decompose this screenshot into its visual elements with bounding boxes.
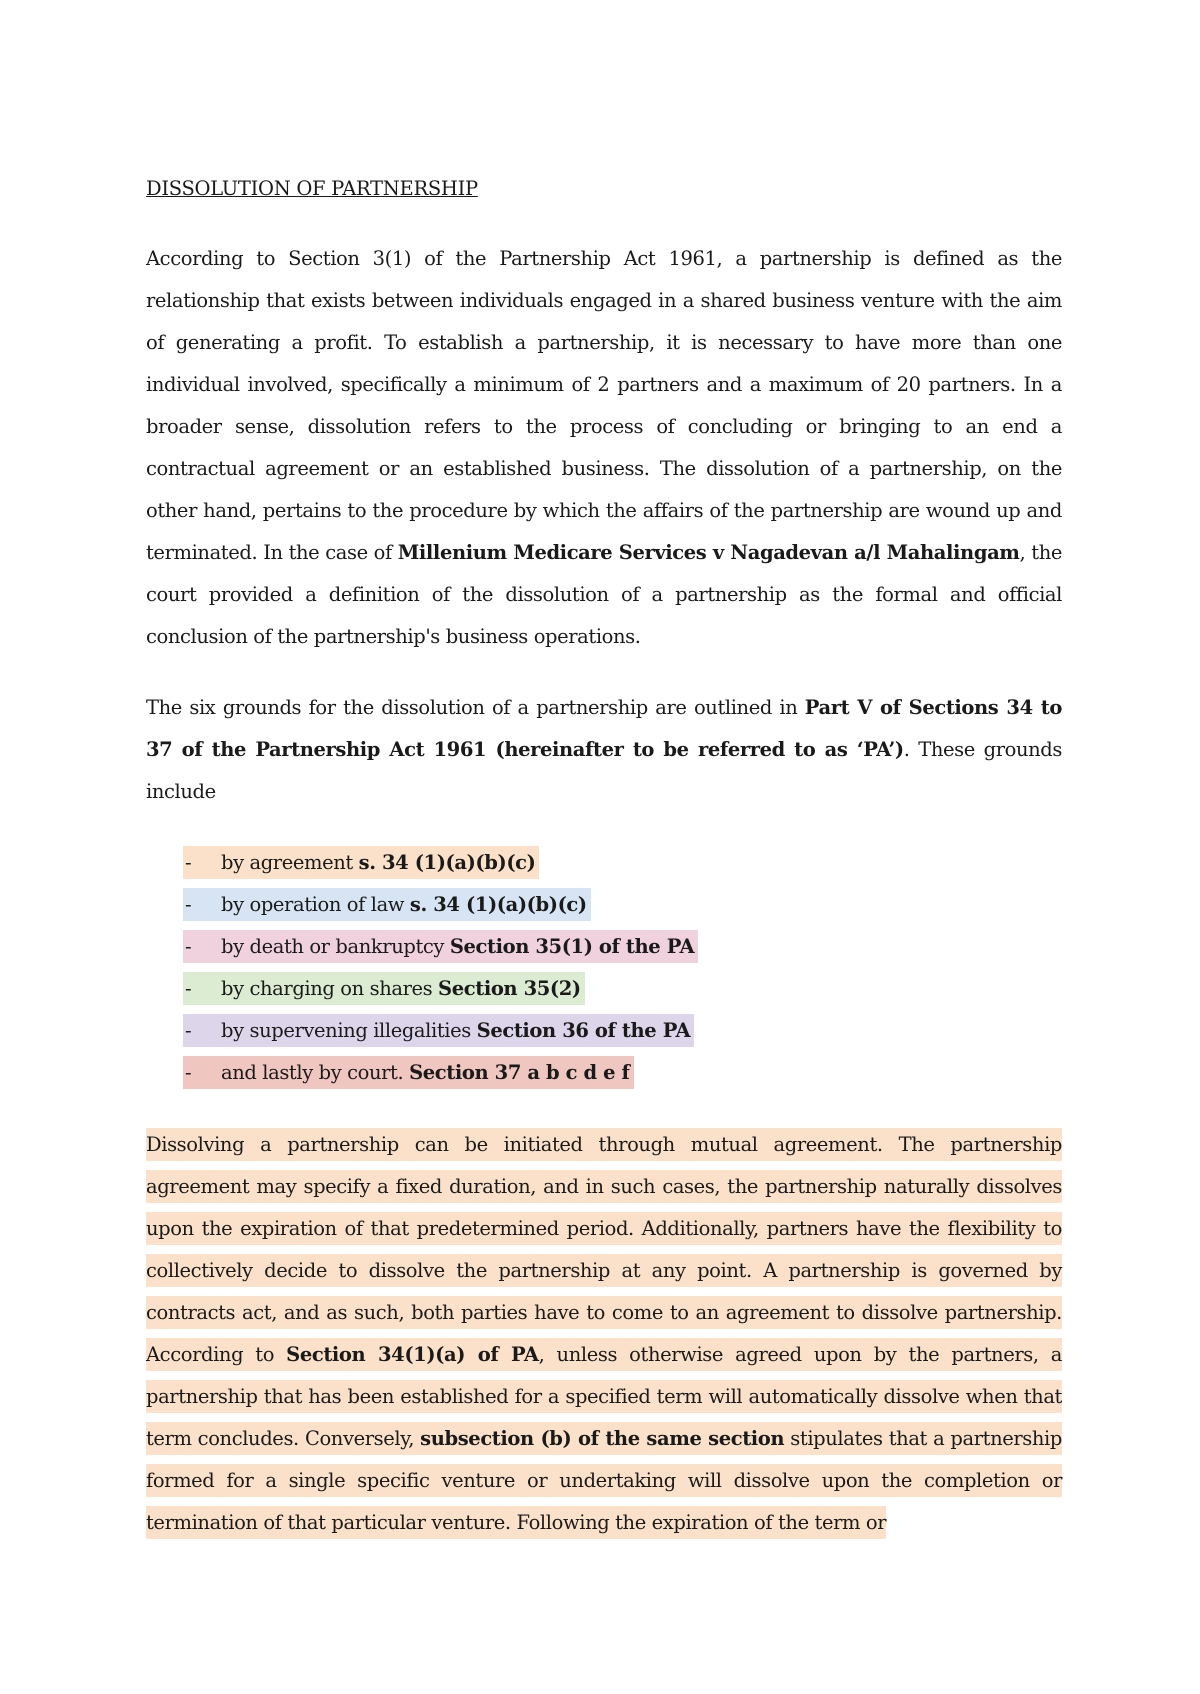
bullet-dash: - (185, 1061, 192, 1084)
ground-reference: s. 34 (1)(a)(b)(c) (358, 851, 536, 874)
bullet-dash: - (185, 977, 192, 1000)
grounds-intro-text-cont: . These grounds include (146, 738, 1062, 803)
ground-text: by agreement (221, 851, 359, 874)
ground-text: by death or bankruptcy (221, 935, 450, 958)
grounds-intro-text: The six grounds for the dissolution of a partnership are outlined in (146, 696, 805, 719)
agreement-text-cont: , unless otherwise agreed upon by the partners, a partnership that has been established for a specified term will automatically dissolve when that term concludes. Conversely, (146, 1343, 1062, 1450)
agreement-text-end: stipulates that a partnership formed for a single specific venture or undertaking will dissolve upon the completion or termination of that particular venture. Following the expiration of the term or (146, 1427, 1062, 1534)
statute-reference: Part V of Sections 34 to 37 of the Partnership Act 1961 (hereinafter to be referred to as ‘PA’) (146, 696, 1062, 761)
section-reference: Section 34(1)(a) of PA (286, 1343, 539, 1366)
ground-text: by charging on shares (221, 977, 439, 1000)
grounds-intro-paragraph (146, 687, 1062, 813)
bullet-dash: - (185, 851, 192, 874)
ground-highlight (183, 846, 539, 879)
ground-highlight (183, 972, 585, 1005)
definition-text-cont: , the court provided a definition of the dissolution of a partnership as the formal and official conclusion of the partnership's business operations. (146, 541, 1063, 648)
ground-item-operation-of-law (183, 884, 1062, 926)
ground-reference: Section 35(1) of the PA (449, 935, 695, 958)
ground-item-court (183, 1052, 1062, 1094)
ground-text: by operation of law (221, 893, 410, 916)
ground-highlight (183, 1056, 634, 1089)
definition-paragraph (146, 238, 1062, 658)
document-body (146, 168, 1062, 1544)
document-title: DISSOLUTION OF PARTNERSHIP (146, 177, 478, 200)
definition-text: According to Section 3(1) of the Partnership Act 1961, a partnership is defined as the relationship that exists between individuals engaged in a shared business venture with the aim of generating a profit. To establish a partnership, it is necessary to have more than one individual involved, specifically a minimum of 2 partners and a maximum of 20 partners. In a broader sense, dissolution refers to the process of concluding or bringing to an end a contractual agreement or an established business. The dissolution of a partnership, on the other hand, pertains to the procedure by which the affairs of the partnership are wound up and terminated. In the case of (146, 247, 1062, 564)
ground-text: by supervening illegalities (221, 1019, 477, 1042)
ground-item-charging-shares (183, 968, 1062, 1010)
ground-reference: Section 37 a b c d e f (409, 1061, 630, 1084)
bullet-dash: - (185, 893, 192, 916)
agreement-highlight (146, 1128, 1062, 1539)
ground-item-death-bankruptcy (183, 926, 1062, 968)
ground-reference: Section 35(2) (438, 977, 581, 1000)
ground-reference: s. 34 (1)(a)(b)(c) (409, 893, 587, 916)
case-name: Millenium Medicare Services v Nagadevan a/l Mahalingam (397, 541, 1020, 564)
ground-item-agreement (183, 842, 1062, 884)
subsection-reference: subsection (b) of the same section (420, 1427, 785, 1450)
ground-reference: Section 36 of the PA (476, 1019, 691, 1042)
ground-highlight (183, 930, 698, 963)
grounds-list (146, 842, 1062, 1094)
ground-highlight (183, 888, 591, 921)
ground-text: and lastly by court. (221, 1061, 410, 1084)
bullet-dash: - (185, 935, 192, 958)
agreement-text: Dissolving a partnership can be initiated through mutual agreement. The partnership agreement may specify a fixed duration, and in such cases, the partnership naturally dissolves upon the expiration of that predetermined period. Additionally, partners have the flexibility to collectively decide to dissolve the partnership at any point. A partnership is governed by contracts act, and as such, both parties have to come to an agreement to dissolve partnership. According to (146, 1133, 1062, 1366)
agreement-paragraph (146, 1124, 1062, 1544)
bullet-dash: - (185, 1019, 192, 1042)
ground-item-illegalities (183, 1010, 1062, 1052)
ground-highlight (183, 1014, 694, 1047)
